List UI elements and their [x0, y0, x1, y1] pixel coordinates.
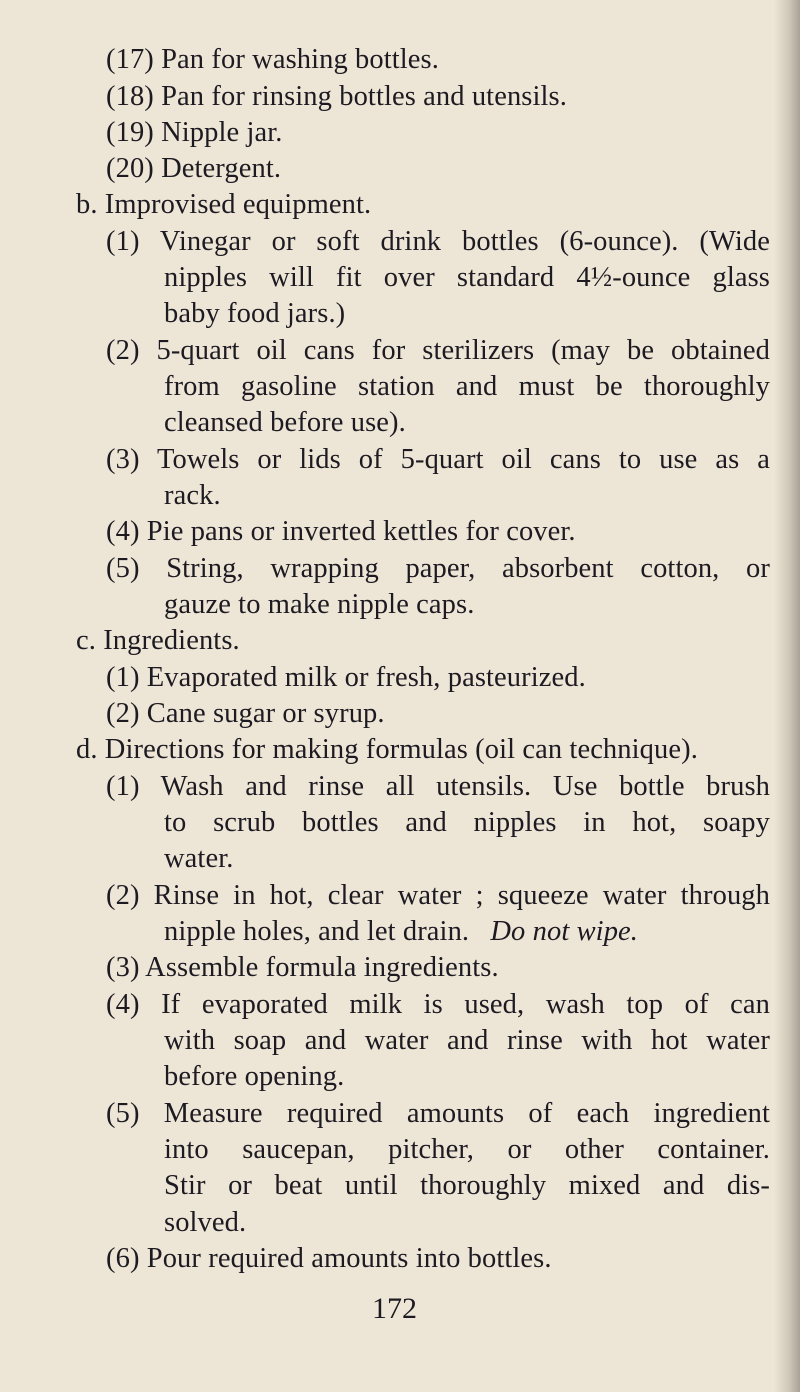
- emphasis-text: Do not wipe.: [490, 916, 639, 947]
- list-item: (1) Wash and rinse all utensils. Use bottle brush: [106, 771, 770, 802]
- list-item-continuation: gauze to make nipple caps.: [164, 589, 475, 620]
- list-item-text: nipple holes, and let drain.: [164, 916, 470, 947]
- list-item-continuation: Stir or beat until thoroughly mixed and dis-: [164, 1170, 770, 1201]
- list-item-continuation: into saucepan, pitcher, or other container.: [164, 1134, 770, 1165]
- list-item: (20) Detergent.: [106, 153, 282, 184]
- section-heading: d. Directions for making formulas (oil can technique).: [76, 734, 698, 765]
- list-item-continuation: cleansed before use).: [164, 407, 406, 438]
- page-number: 172: [372, 1292, 417, 1325]
- section-heading: c. Ingredients.: [76, 625, 240, 656]
- list-item-continuation: with soap and water and rinse with hot water: [164, 1025, 770, 1056]
- list-item: (1) Evaporated milk or fresh, pasteurized.: [106, 662, 586, 693]
- list-item: (18) Pan for rinsing bottles and utensils.: [106, 81, 567, 112]
- list-item: (2) 5-quart oil cans for sterilizers (may be obtained: [106, 335, 770, 366]
- list-item-continuation: to scrub bottles and nipples in hot, soapy: [164, 807, 770, 838]
- list-item: (5) Measure required amounts of each ingredient: [106, 1098, 770, 1129]
- list-item: (17) Pan for washing bottles.: [106, 44, 439, 75]
- list-item: (5) String, wrapping paper, absorbent cotton, or: [106, 553, 770, 584]
- list-item-continuation: baby food jars.): [164, 298, 346, 329]
- list-item: (3) Towels or lids of 5-quart oil cans to use as a: [106, 444, 770, 475]
- list-item: (2) Rinse in hot, clear water ; squeeze water through: [106, 880, 770, 911]
- list-item: (1) Vinegar or soft drink bottles (6-ounce). (Wide: [106, 226, 770, 257]
- list-item: (4) Pie pans or inverted kettles for cover.: [106, 516, 576, 547]
- list-item-continuation: rack.: [164, 480, 221, 511]
- list-item: (19) Nipple jar.: [106, 117, 283, 148]
- list-item: (4) If evaporated milk is used, wash top of can: [106, 989, 770, 1020]
- list-item: (3) Assemble formula ingredients.: [106, 952, 499, 983]
- page-edge-shadow: [774, 0, 800, 1392]
- list-item-continuation: solved.: [164, 1207, 247, 1238]
- list-item-continuation: [164, 916, 638, 948]
- section-heading: b. Improvised equipment.: [76, 189, 372, 220]
- list-item-continuation: nipples will fit over standard 4½-ounce glass: [164, 262, 770, 293]
- list-item: (6) Pour required amounts into bottles.: [106, 1243, 552, 1274]
- list-item-continuation: from gasoline station and must be thoroughly: [164, 371, 770, 402]
- list-item-continuation: before opening.: [164, 1061, 345, 1092]
- list-item: (2) Cane sugar or syrup.: [106, 698, 385, 729]
- list-item-continuation: water.: [164, 843, 234, 874]
